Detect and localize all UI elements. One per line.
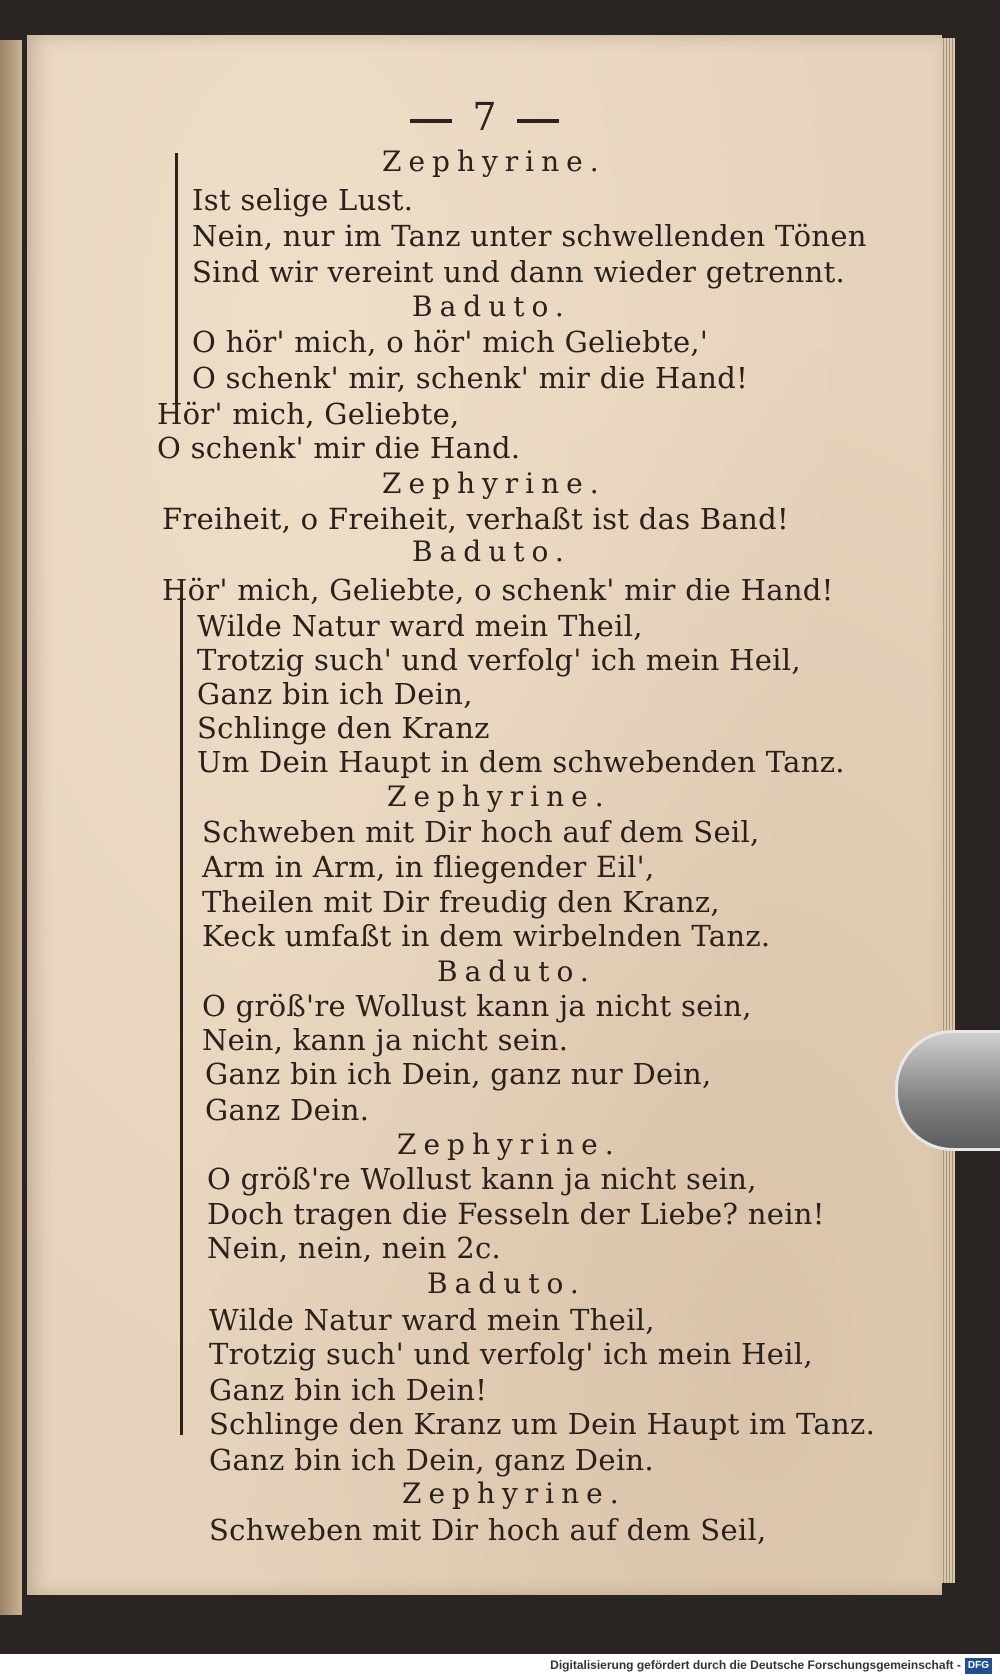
verse-bracket [175,153,178,403]
verse-line: Wilde Natur ward mein Theil, [209,1303,655,1337]
verse-line: Nein, nein, nein 2c. [207,1231,502,1265]
page-header [27,95,942,139]
verse-line: Keck umfaßt in dem wirbelnden Tanz. [202,919,771,953]
speaker-name: Baduto. [437,955,596,988]
verse-line: Hör' mich, Geliebte, [157,397,460,431]
scanner-clip [895,1030,1000,1151]
speaker-name: Zephyrine. [397,1128,621,1161]
verse-line: Freiheit, o Freiheit, verhaßt ist das Band! [162,502,789,536]
verse-line: Sind wir vereint und dann wieder getrennt. [192,255,846,289]
verse-line: Ganz bin ich Dein, ganz Dein. [209,1443,654,1477]
verse-line: Hör' mich, Geliebte, o schenk' mir die Hand! [162,573,834,607]
speaker-name: Baduto. [412,535,571,568]
verse-line: Schweben mit Dir hoch auf dem Seil, [202,815,760,849]
speaker-name: Zephyrine. [382,467,606,500]
speaker-name: Baduto. [412,290,571,323]
verse-line: Theilen mit Dir freudig den Kranz, [202,885,720,919]
verse-line: Ganz bin ich Dein! [209,1373,488,1407]
verse-line: O schenk' mir die Hand. [157,431,521,465]
verse-line: Ganz bin ich Dein, ganz nur Dein, [205,1057,712,1091]
verse-line: Trotzig such' und verfolg' ich mein Heil, [209,1337,813,1371]
digitization-footer [0,1654,1000,1676]
verse-line: Trotzig such' und verfolg' ich mein Heil, [197,643,801,677]
verse-line: O größ're Wollust kann ja nicht sein, [202,989,752,1023]
verse-line: Arm in Arm, in fliegender Eil', [202,850,655,884]
book-page [27,35,942,1595]
verse-line: Schweben mit Dir hoch auf dem Seil, [209,1513,767,1547]
left-page-edge [0,40,22,1615]
speaker-name: Baduto. [427,1267,586,1300]
page-number: 7 [472,95,497,139]
verse-bracket [180,595,183,1435]
verse-line: Ganz Dein. [205,1093,370,1127]
dfg-logo: DFG [965,1658,992,1674]
header-dash-left [410,119,452,123]
verse-line: Ist selige Lust. [192,183,414,217]
verse-line: Nein, kann ja nicht sein. [202,1023,569,1057]
verse-line: Nein, nur im Tanz unter schwellenden Tönen [192,219,867,253]
speaker-name: Zephyrine. [402,1477,626,1510]
verse-line: Schlinge den Kranz um Dein Haupt im Tanz. [209,1407,876,1441]
footer-text: Digitalisierung gefördert durch die Deutsche Forschungsgemeinschaft - [550,1658,961,1672]
verse-line: Wilde Natur ward mein Theil, [197,609,643,643]
verse-line: O größ're Wollust kann ja nicht sein, [207,1162,757,1196]
speaker-name: Zephyrine. [382,145,606,178]
verse-line: O hör' mich, o hör' mich Geliebte,' [192,325,709,359]
verse-line: Doch tragen die Fesseln der Liebe? nein! [207,1197,825,1231]
verse-line: Schlinge den Kranz [197,711,490,745]
header-dash-right [517,119,559,123]
verse-line: O schenk' mir, schenk' mir die Hand! [192,361,749,395]
verse-line: Um Dein Haupt in dem schwebenden Tanz. [197,745,845,779]
speaker-name: Zephyrine. [387,780,611,813]
verse-line: Ganz bin ich Dein, [197,677,473,711]
